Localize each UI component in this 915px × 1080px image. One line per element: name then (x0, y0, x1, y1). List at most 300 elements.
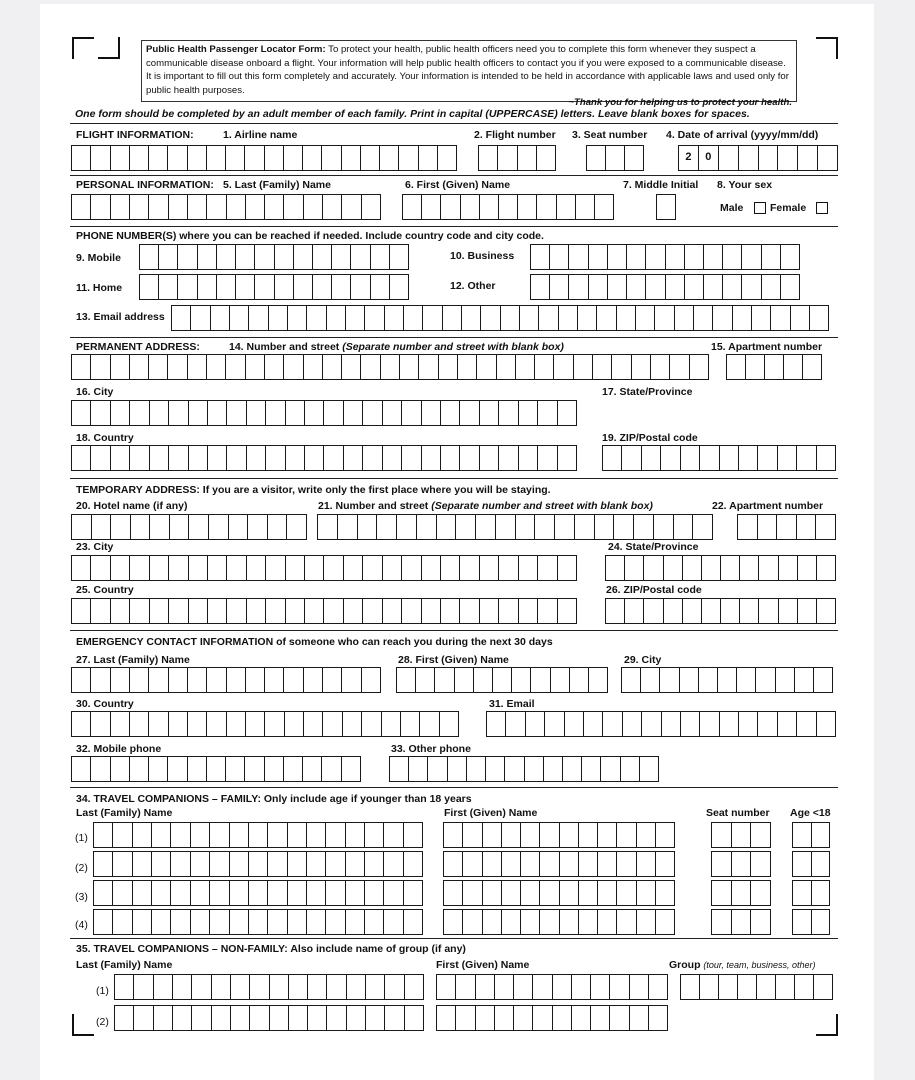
char-cell[interactable] (270, 1006, 289, 1030)
char-cell[interactable] (152, 852, 171, 876)
char-cell[interactable] (231, 1006, 250, 1030)
char-cell[interactable] (111, 401, 130, 425)
char-cell[interactable] (681, 975, 700, 999)
char-cell[interactable] (817, 446, 835, 470)
char-cell[interactable] (558, 446, 576, 470)
char-cell[interactable] (383, 446, 402, 470)
char-cell[interactable] (284, 757, 303, 781)
temp-street-field[interactable] (317, 514, 713, 540)
char-cell[interactable] (327, 1006, 346, 1030)
temp-apartment-field[interactable] (737, 514, 836, 540)
char-cell[interactable] (332, 245, 351, 269)
char-cell[interactable] (363, 401, 382, 425)
char-cell[interactable] (732, 881, 752, 905)
char-cell[interactable] (266, 446, 285, 470)
char-cell[interactable] (91, 146, 110, 170)
char-cell[interactable] (606, 146, 625, 170)
char-cell[interactable] (212, 975, 231, 999)
char-cell[interactable] (268, 881, 287, 905)
char-cell[interactable] (690, 355, 708, 379)
char-cell[interactable] (762, 245, 781, 269)
char-cell[interactable] (751, 823, 770, 847)
char-cell[interactable] (759, 556, 778, 580)
char-cell[interactable] (288, 881, 307, 905)
char-cell[interactable] (558, 556, 576, 580)
char-cell[interactable] (720, 446, 739, 470)
char-cell[interactable] (455, 668, 474, 692)
char-cell[interactable] (265, 195, 284, 219)
char-cell[interactable] (111, 446, 130, 470)
char-cell[interactable] (502, 910, 521, 934)
char-cell[interactable] (563, 757, 582, 781)
char-cell[interactable] (516, 355, 535, 379)
char-cell[interactable] (286, 401, 305, 425)
char-cell[interactable] (402, 401, 421, 425)
char-cell[interactable] (169, 599, 188, 623)
char-cell[interactable] (664, 599, 683, 623)
char-cell[interactable] (612, 355, 631, 379)
char-cell[interactable] (518, 146, 537, 170)
char-cell[interactable] (810, 306, 828, 330)
char-cell[interactable] (366, 975, 385, 999)
char-cell[interactable] (344, 401, 363, 425)
char-cell[interactable] (521, 852, 540, 876)
char-cell[interactable] (579, 881, 598, 905)
char-cell[interactable] (480, 195, 499, 219)
char-cell[interactable] (304, 195, 323, 219)
char-cell[interactable] (159, 245, 178, 269)
char-cell[interactable] (188, 195, 207, 219)
char-cell[interactable] (189, 556, 208, 580)
char-cell[interactable] (178, 275, 197, 299)
char-cell[interactable] (72, 668, 91, 692)
char-cell[interactable] (646, 275, 665, 299)
char-cell[interactable] (506, 712, 525, 736)
char-cell[interactable] (814, 975, 832, 999)
char-cell[interactable] (327, 306, 346, 330)
char-cell[interactable] (704, 245, 723, 269)
char-cell[interactable] (130, 712, 149, 736)
char-cell[interactable] (365, 910, 384, 934)
char-cell[interactable] (569, 275, 588, 299)
char-cell[interactable] (323, 195, 342, 219)
char-cell[interactable] (305, 599, 324, 623)
char-cell[interactable] (343, 712, 362, 736)
char-cell[interactable] (173, 1006, 192, 1030)
char-cell[interactable] (795, 975, 814, 999)
nonfamily-row-2-first-field[interactable] (436, 1005, 668, 1031)
char-cell[interactable] (483, 823, 502, 847)
char-cell[interactable] (441, 401, 460, 425)
char-cell[interactable] (495, 1006, 514, 1030)
char-cell[interactable] (324, 599, 343, 623)
char-cell[interactable] (152, 881, 171, 905)
char-cell[interactable] (382, 712, 401, 736)
char-cell[interactable] (656, 823, 674, 847)
char-cell[interactable] (752, 306, 771, 330)
char-cell[interactable] (544, 757, 563, 781)
char-cell[interactable] (798, 146, 818, 170)
char-cell[interactable] (440, 712, 458, 736)
char-cell[interactable] (326, 852, 345, 876)
char-cell[interactable] (363, 446, 382, 470)
char-cell[interactable] (649, 975, 667, 999)
char-cell[interactable] (284, 195, 303, 219)
char-cell[interactable] (192, 1006, 211, 1030)
char-cell[interactable] (674, 515, 694, 539)
char-cell[interactable] (342, 668, 361, 692)
char-cell[interactable] (502, 823, 521, 847)
char-cell[interactable] (130, 401, 149, 425)
char-cell[interactable] (625, 599, 644, 623)
char-cell[interactable] (666, 275, 685, 299)
nonfamily-row-1-last-field[interactable] (114, 974, 424, 1000)
char-cell[interactable] (189, 515, 209, 539)
char-cell[interactable] (537, 146, 555, 170)
char-cell[interactable] (637, 881, 656, 905)
char-cell[interactable] (422, 195, 441, 219)
char-cell[interactable] (266, 599, 285, 623)
char-cell[interactable] (499, 446, 518, 470)
char-cell[interactable] (149, 757, 168, 781)
char-cell[interactable] (288, 823, 307, 847)
char-cell[interactable] (342, 146, 361, 170)
char-cell[interactable] (521, 910, 540, 934)
family-row-1-seat-field[interactable] (711, 822, 771, 848)
char-cell[interactable] (342, 757, 360, 781)
char-cell[interactable] (533, 975, 552, 999)
char-cell[interactable] (168, 146, 187, 170)
char-cell[interactable] (480, 446, 499, 470)
char-cell[interactable] (150, 446, 169, 470)
char-cell[interactable] (521, 881, 540, 905)
char-cell[interactable] (463, 823, 482, 847)
male-checkbox[interactable] (754, 202, 766, 214)
char-cell[interactable] (211, 306, 230, 330)
char-cell[interactable] (655, 306, 674, 330)
char-cell[interactable] (169, 446, 188, 470)
char-cell[interactable] (441, 556, 460, 580)
char-cell[interactable] (683, 556, 702, 580)
char-cell[interactable] (610, 1006, 629, 1030)
char-cell[interactable] (654, 515, 674, 539)
char-cell[interactable] (817, 556, 835, 580)
char-cell[interactable] (94, 881, 113, 905)
char-cell[interactable] (579, 823, 598, 847)
char-cell[interactable] (625, 146, 643, 170)
char-cell[interactable] (113, 910, 132, 934)
char-cell[interactable] (622, 668, 641, 692)
char-cell[interactable] (419, 146, 438, 170)
char-cell[interactable] (404, 910, 422, 934)
char-cell[interactable] (210, 852, 229, 876)
char-cell[interactable] (307, 881, 326, 905)
char-cell[interactable] (245, 146, 264, 170)
char-cell[interactable] (765, 355, 784, 379)
char-cell[interactable] (307, 823, 326, 847)
char-cell[interactable] (154, 1006, 173, 1030)
char-cell[interactable] (781, 275, 799, 299)
char-cell[interactable] (338, 515, 358, 539)
char-cell[interactable] (456, 515, 476, 539)
char-cell[interactable] (538, 401, 557, 425)
temp-state-field[interactable] (605, 555, 836, 581)
char-cell[interactable] (227, 446, 246, 470)
char-cell[interactable] (441, 195, 460, 219)
char-cell[interactable] (719, 975, 738, 999)
char-cell[interactable] (499, 556, 518, 580)
char-cell[interactable] (130, 195, 149, 219)
char-cell[interactable] (384, 852, 403, 876)
char-cell[interactable] (189, 599, 208, 623)
char-cell[interactable] (91, 712, 110, 736)
char-cell[interactable] (192, 975, 211, 999)
char-cell[interactable] (91, 195, 110, 219)
char-cell[interactable] (385, 975, 404, 999)
char-cell[interactable] (344, 556, 363, 580)
char-cell[interactable] (630, 1006, 649, 1030)
char-cell[interactable] (539, 306, 558, 330)
char-cell[interactable] (531, 668, 550, 692)
char-cell[interactable] (589, 275, 608, 299)
country-field[interactable] (71, 445, 577, 471)
char-cell[interactable] (265, 757, 284, 781)
char-cell[interactable] (739, 712, 758, 736)
char-cell[interactable] (229, 515, 249, 539)
char-cell[interactable] (94, 910, 113, 934)
char-cell[interactable] (384, 910, 403, 934)
char-cell[interactable] (189, 446, 208, 470)
char-cell[interactable] (603, 446, 622, 470)
char-cell[interactable] (712, 910, 732, 934)
char-cell[interactable] (533, 1006, 552, 1030)
char-cell[interactable] (437, 1006, 456, 1030)
char-cell[interactable] (501, 306, 520, 330)
char-cell[interactable] (558, 599, 576, 623)
char-cell[interactable] (793, 910, 812, 934)
char-cell[interactable] (435, 668, 454, 692)
char-cell[interactable] (795, 668, 814, 692)
char-cell[interactable] (150, 515, 170, 539)
char-cell[interactable] (380, 146, 399, 170)
char-cell[interactable] (191, 852, 210, 876)
char-cell[interactable] (326, 823, 345, 847)
char-cell[interactable] (621, 757, 640, 781)
char-cell[interactable] (742, 245, 761, 269)
char-cell[interactable] (323, 355, 342, 379)
char-cell[interactable] (733, 306, 752, 330)
char-cell[interactable] (249, 823, 268, 847)
char-cell[interactable] (133, 910, 152, 934)
char-cell[interactable] (476, 515, 496, 539)
char-cell[interactable] (444, 910, 463, 934)
char-cell[interactable] (732, 910, 752, 934)
char-cell[interactable] (365, 823, 384, 847)
char-cell[interactable] (572, 1006, 591, 1030)
char-cell[interactable] (610, 975, 629, 999)
char-cell[interactable] (405, 975, 423, 999)
char-cell[interactable] (149, 146, 168, 170)
family-row-2-last-field[interactable] (93, 851, 423, 877)
char-cell[interactable] (154, 975, 173, 999)
char-cell[interactable] (111, 515, 131, 539)
char-cell[interactable] (111, 757, 130, 781)
char-cell[interactable] (171, 852, 190, 876)
char-cell[interactable] (365, 881, 384, 905)
char-cell[interactable] (365, 306, 384, 330)
business-field[interactable] (530, 244, 800, 270)
nonfamily-row-2-last-field[interactable] (114, 1005, 424, 1031)
char-cell[interactable] (307, 910, 326, 934)
char-cell[interactable] (91, 556, 110, 580)
char-cell[interactable] (130, 599, 149, 623)
other-phone-field[interactable] (530, 274, 800, 300)
char-cell[interactable] (798, 599, 817, 623)
char-cell[interactable] (558, 401, 576, 425)
char-cell[interactable] (644, 556, 663, 580)
family-row-3-seat-field[interactable] (711, 880, 771, 906)
char-cell[interactable] (286, 446, 305, 470)
char-cell[interactable] (91, 668, 110, 692)
char-cell[interactable] (171, 881, 190, 905)
char-cell[interactable] (323, 712, 342, 736)
char-cell[interactable] (422, 401, 441, 425)
char-cell[interactable] (759, 146, 779, 170)
char-cell[interactable] (680, 668, 699, 692)
char-cell[interactable] (614, 515, 634, 539)
char-cell[interactable] (313, 245, 332, 269)
char-cell[interactable] (443, 306, 462, 330)
char-cell[interactable] (738, 975, 757, 999)
char-cell[interactable] (133, 823, 152, 847)
char-cell[interactable] (172, 306, 191, 330)
char-cell[interactable] (712, 852, 732, 876)
char-cell[interactable] (130, 556, 149, 580)
char-cell[interactable] (721, 556, 740, 580)
char-cell[interactable] (634, 515, 654, 539)
char-cell[interactable] (441, 599, 460, 623)
char-cell[interactable] (637, 823, 656, 847)
char-cell[interactable] (758, 712, 777, 736)
char-cell[interactable] (718, 668, 737, 692)
char-cell[interactable] (812, 910, 830, 934)
char-cell[interactable] (441, 446, 460, 470)
char-cell[interactable] (358, 515, 378, 539)
char-cell[interactable] (383, 599, 402, 623)
char-cell[interactable] (422, 446, 441, 470)
char-cell[interactable] (390, 245, 408, 269)
char-cell[interactable] (304, 355, 323, 379)
char-cell[interactable] (660, 668, 679, 692)
char-cell[interactable] (505, 757, 524, 781)
char-cell[interactable] (649, 1006, 667, 1030)
char-cell[interactable] (591, 1006, 610, 1030)
char-cell[interactable] (72, 401, 91, 425)
char-cell[interactable] (385, 306, 404, 330)
char-cell[interactable] (207, 146, 226, 170)
char-cell[interactable] (480, 401, 499, 425)
char-cell[interactable] (751, 881, 770, 905)
char-cell[interactable] (286, 599, 305, 623)
char-cell[interactable] (723, 245, 742, 269)
char-cell[interactable] (693, 515, 712, 539)
char-cell[interactable] (540, 823, 559, 847)
char-cell[interactable] (499, 599, 518, 623)
char-cell[interactable] (817, 599, 835, 623)
char-cell[interactable] (362, 668, 380, 692)
char-cell[interactable] (437, 975, 456, 999)
char-cell[interactable] (361, 355, 380, 379)
char-cell[interactable] (656, 881, 674, 905)
char-cell[interactable] (332, 275, 351, 299)
char-cell[interactable] (637, 852, 656, 876)
char-cell[interactable] (778, 146, 798, 170)
char-cell[interactable] (797, 515, 817, 539)
char-cell[interactable] (462, 306, 481, 330)
nonfamily-row-1-group-field[interactable] (680, 974, 833, 1000)
first-name-field[interactable] (402, 194, 614, 220)
char-cell[interactable] (675, 306, 694, 330)
char-cell[interactable] (210, 823, 229, 847)
char-cell[interactable] (111, 195, 130, 219)
char-cell[interactable] (111, 556, 130, 580)
char-cell[interactable] (540, 910, 559, 934)
char-cell[interactable] (227, 556, 246, 580)
char-cell[interactable] (266, 401, 285, 425)
char-cell[interactable] (793, 852, 812, 876)
char-cell[interactable] (324, 446, 343, 470)
char-cell[interactable] (751, 910, 770, 934)
apartment-field[interactable] (726, 354, 822, 380)
char-cell[interactable] (497, 355, 516, 379)
char-cell[interactable] (217, 275, 236, 299)
char-cell[interactable] (72, 355, 91, 379)
family-row-3-first-field[interactable] (443, 880, 675, 906)
char-cell[interactable] (516, 515, 536, 539)
char-cell[interactable] (640, 757, 658, 781)
char-cell[interactable] (188, 355, 207, 379)
char-cell[interactable] (538, 599, 557, 623)
char-cell[interactable] (284, 668, 303, 692)
char-cell[interactable] (540, 852, 559, 876)
char-cell[interactable] (149, 712, 168, 736)
char-cell[interactable] (326, 910, 345, 934)
char-cell[interactable] (463, 910, 482, 934)
char-cell[interactable] (553, 975, 572, 999)
char-cell[interactable] (817, 712, 835, 736)
char-cell[interactable] (284, 355, 303, 379)
char-cell[interactable] (518, 195, 537, 219)
char-cell[interactable] (681, 446, 700, 470)
family-row-1-last-field[interactable] (93, 822, 423, 848)
char-cell[interactable] (560, 881, 579, 905)
char-cell[interactable] (514, 1006, 533, 1030)
char-cell[interactable] (417, 515, 437, 539)
char-cell[interactable] (483, 881, 502, 905)
char-cell[interactable] (397, 668, 416, 692)
char-cell[interactable] (159, 275, 178, 299)
char-cell[interactable] (779, 556, 798, 580)
char-cell[interactable] (512, 668, 531, 692)
char-cell[interactable] (130, 668, 149, 692)
char-cell[interactable] (191, 881, 210, 905)
char-cell[interactable] (606, 556, 625, 580)
char-cell[interactable] (371, 245, 390, 269)
char-cell[interactable] (288, 910, 307, 934)
char-cell[interactable] (246, 712, 265, 736)
char-cell[interactable] (255, 245, 274, 269)
char-cell[interactable] (720, 712, 739, 736)
